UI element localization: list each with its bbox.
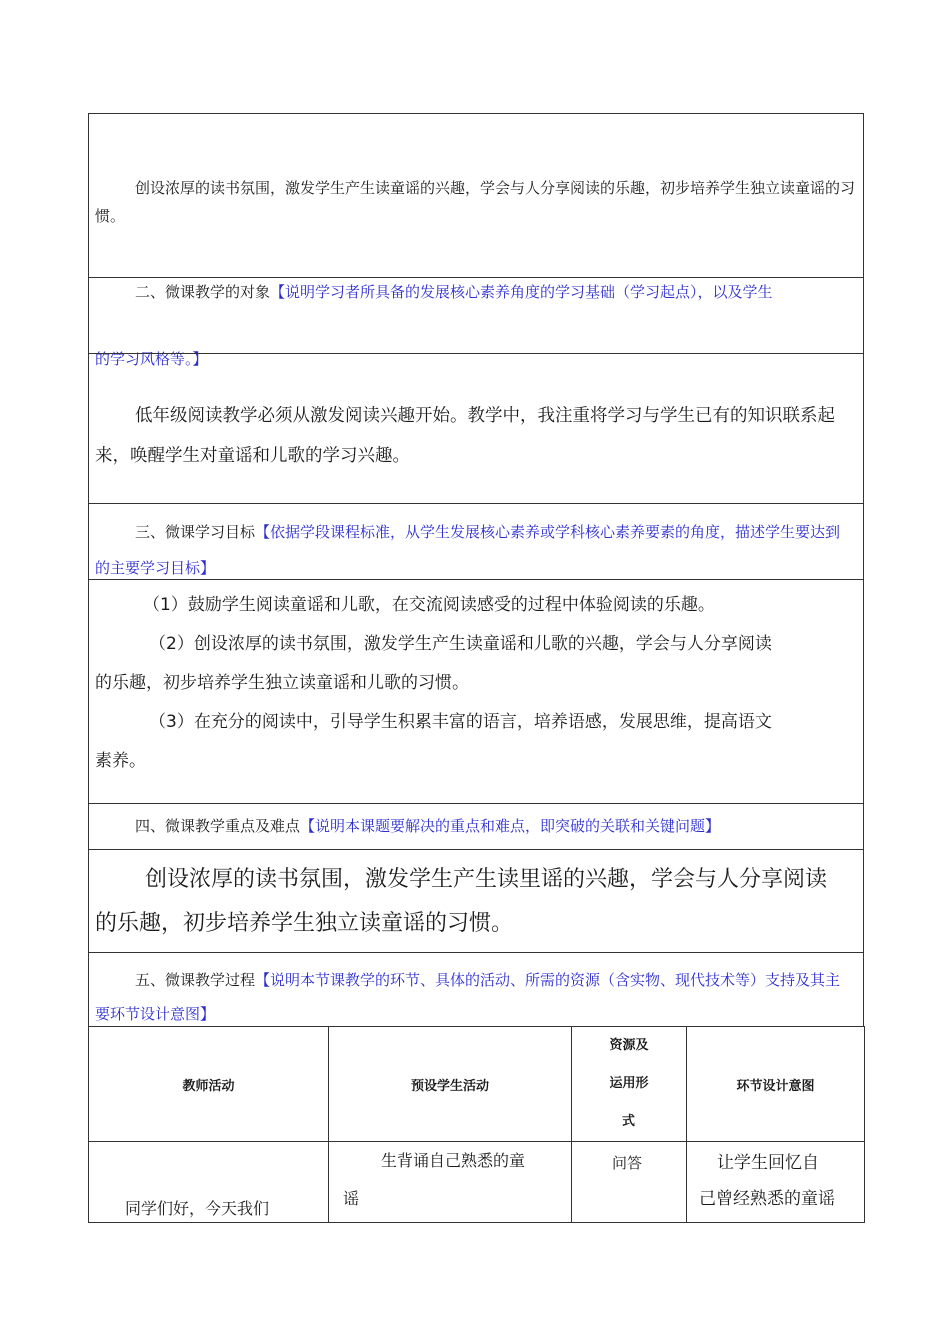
header-resources-line2: 运用形: [609, 1076, 649, 1091]
section-5-heading: 五、微课教学过程: [135, 971, 256, 989]
section-3-body: [88, 579, 864, 803]
goal-section: [88, 113, 864, 277]
header-resources-line3: 式: [622, 1114, 636, 1129]
section-2-note-cont: 的学习风格等。】: [95, 350, 208, 368]
section-4-title-line: [95, 814, 720, 838]
section-2-body: [88, 353, 864, 503]
section-3-note: 【依据学段课程标准，从学生发展核心素养或学科核心素养要素的角度，描述学生要达到的主要学习目标】: [95, 523, 841, 577]
process-table-header: [89, 1027, 865, 1142]
goal-item-3-cont: 素养。: [95, 751, 146, 771]
section-2-heading: 二、微课教学的对象: [135, 283, 271, 301]
header-teacher-activity: 教师活动: [89, 1027, 329, 1142]
goal-item-3: （3）在充分的阅读中，引导学生积累丰富的语言，培养语感，发展思维，提高语文: [149, 712, 772, 732]
section-3-heading: 三、微课学习目标: [135, 523, 256, 541]
header-design-intent: 环节设计意图: [687, 1027, 865, 1142]
section-5-title-line: [95, 963, 849, 1031]
section-2-note: 【说明学习者所具备的发展核心素养角度的学习基础（学习起点），以及学生: [270, 283, 773, 301]
goal-item-2-cont: 的乐趣，初步培养学生独立读童谣和儿歌的习惯。: [95, 673, 469, 693]
teacher-activity-text: 同学们好，今天我们: [125, 1199, 270, 1218]
section-4-body: [88, 849, 864, 952]
design-intent-cell: [687, 1142, 865, 1223]
goal-item-2: （2）创设浓厚的读书氛围，激发学生产生读童谣和儿歌的兴趣，学会与人分享阅读: [149, 634, 772, 654]
resource-text: 问答: [612, 1154, 643, 1172]
lesson-plan-document: [88, 113, 864, 1026]
section-4-text: 创设浓厚的读书氛围，激发学生产生读里谣的兴趣，学会与人分享阅读的乐趣，初步培养学生独立读童谣的习惯。: [95, 867, 828, 936]
header-resources-line1: 资源及: [609, 1038, 649, 1053]
header-resources: [572, 1027, 687, 1142]
section-4-note: 【说明本课题要解决的重点和难点，即突破的关联和关键问题】: [300, 817, 721, 835]
section-2-header: [88, 277, 864, 368]
section-2-title-line: [95, 280, 857, 304]
teacher-activity-cell: [89, 1142, 329, 1223]
design-intent-text-cont: 己曾经熟悉的童谣: [699, 1189, 835, 1209]
resource-cell: [572, 1142, 687, 1223]
section-5-note: 【说明本节课教学的环节、具体的活动、所需的资源（含实物、现代技术等）支持及其主要环节设计意图】: [95, 971, 841, 1023]
goal-text: 创设浓厚的读书氛围，激发学生产生读童谣的兴趣，学会与人分享阅读的乐趣，初步培养学生独立读童谣的习惯。: [95, 179, 856, 225]
section-3-header: [88, 503, 864, 579]
goal-item-1: （1）鼓励学生阅读童谣和儿歌，在交流阅读感受的过程中体验阅读的乐趣。: [143, 595, 715, 615]
table-row: [89, 1142, 865, 1223]
section-5-header: [88, 952, 864, 1026]
section-4-header: [88, 803, 864, 849]
section-2-text: 低年级阅读教学必须从激发阅读兴趣开始。教学中，我注重将学习与学生已有的知识联系起来，唤醒学生对童谣和儿歌的学习兴趣。: [95, 406, 835, 466]
student-activity-text-cont: 谣: [343, 1189, 360, 1208]
student-activity-text: 生背诵自己熟悉的童: [381, 1151, 526, 1170]
header-student-activity: 预设学生活动: [329, 1027, 572, 1142]
design-intent-text: 让学生回忆自: [717, 1153, 819, 1173]
process-table: [88, 1026, 865, 1223]
section-4-heading: 四、微课教学重点及难点: [135, 817, 301, 835]
section-3-title-line: [95, 514, 853, 586]
student-activity-cell: [329, 1142, 572, 1223]
